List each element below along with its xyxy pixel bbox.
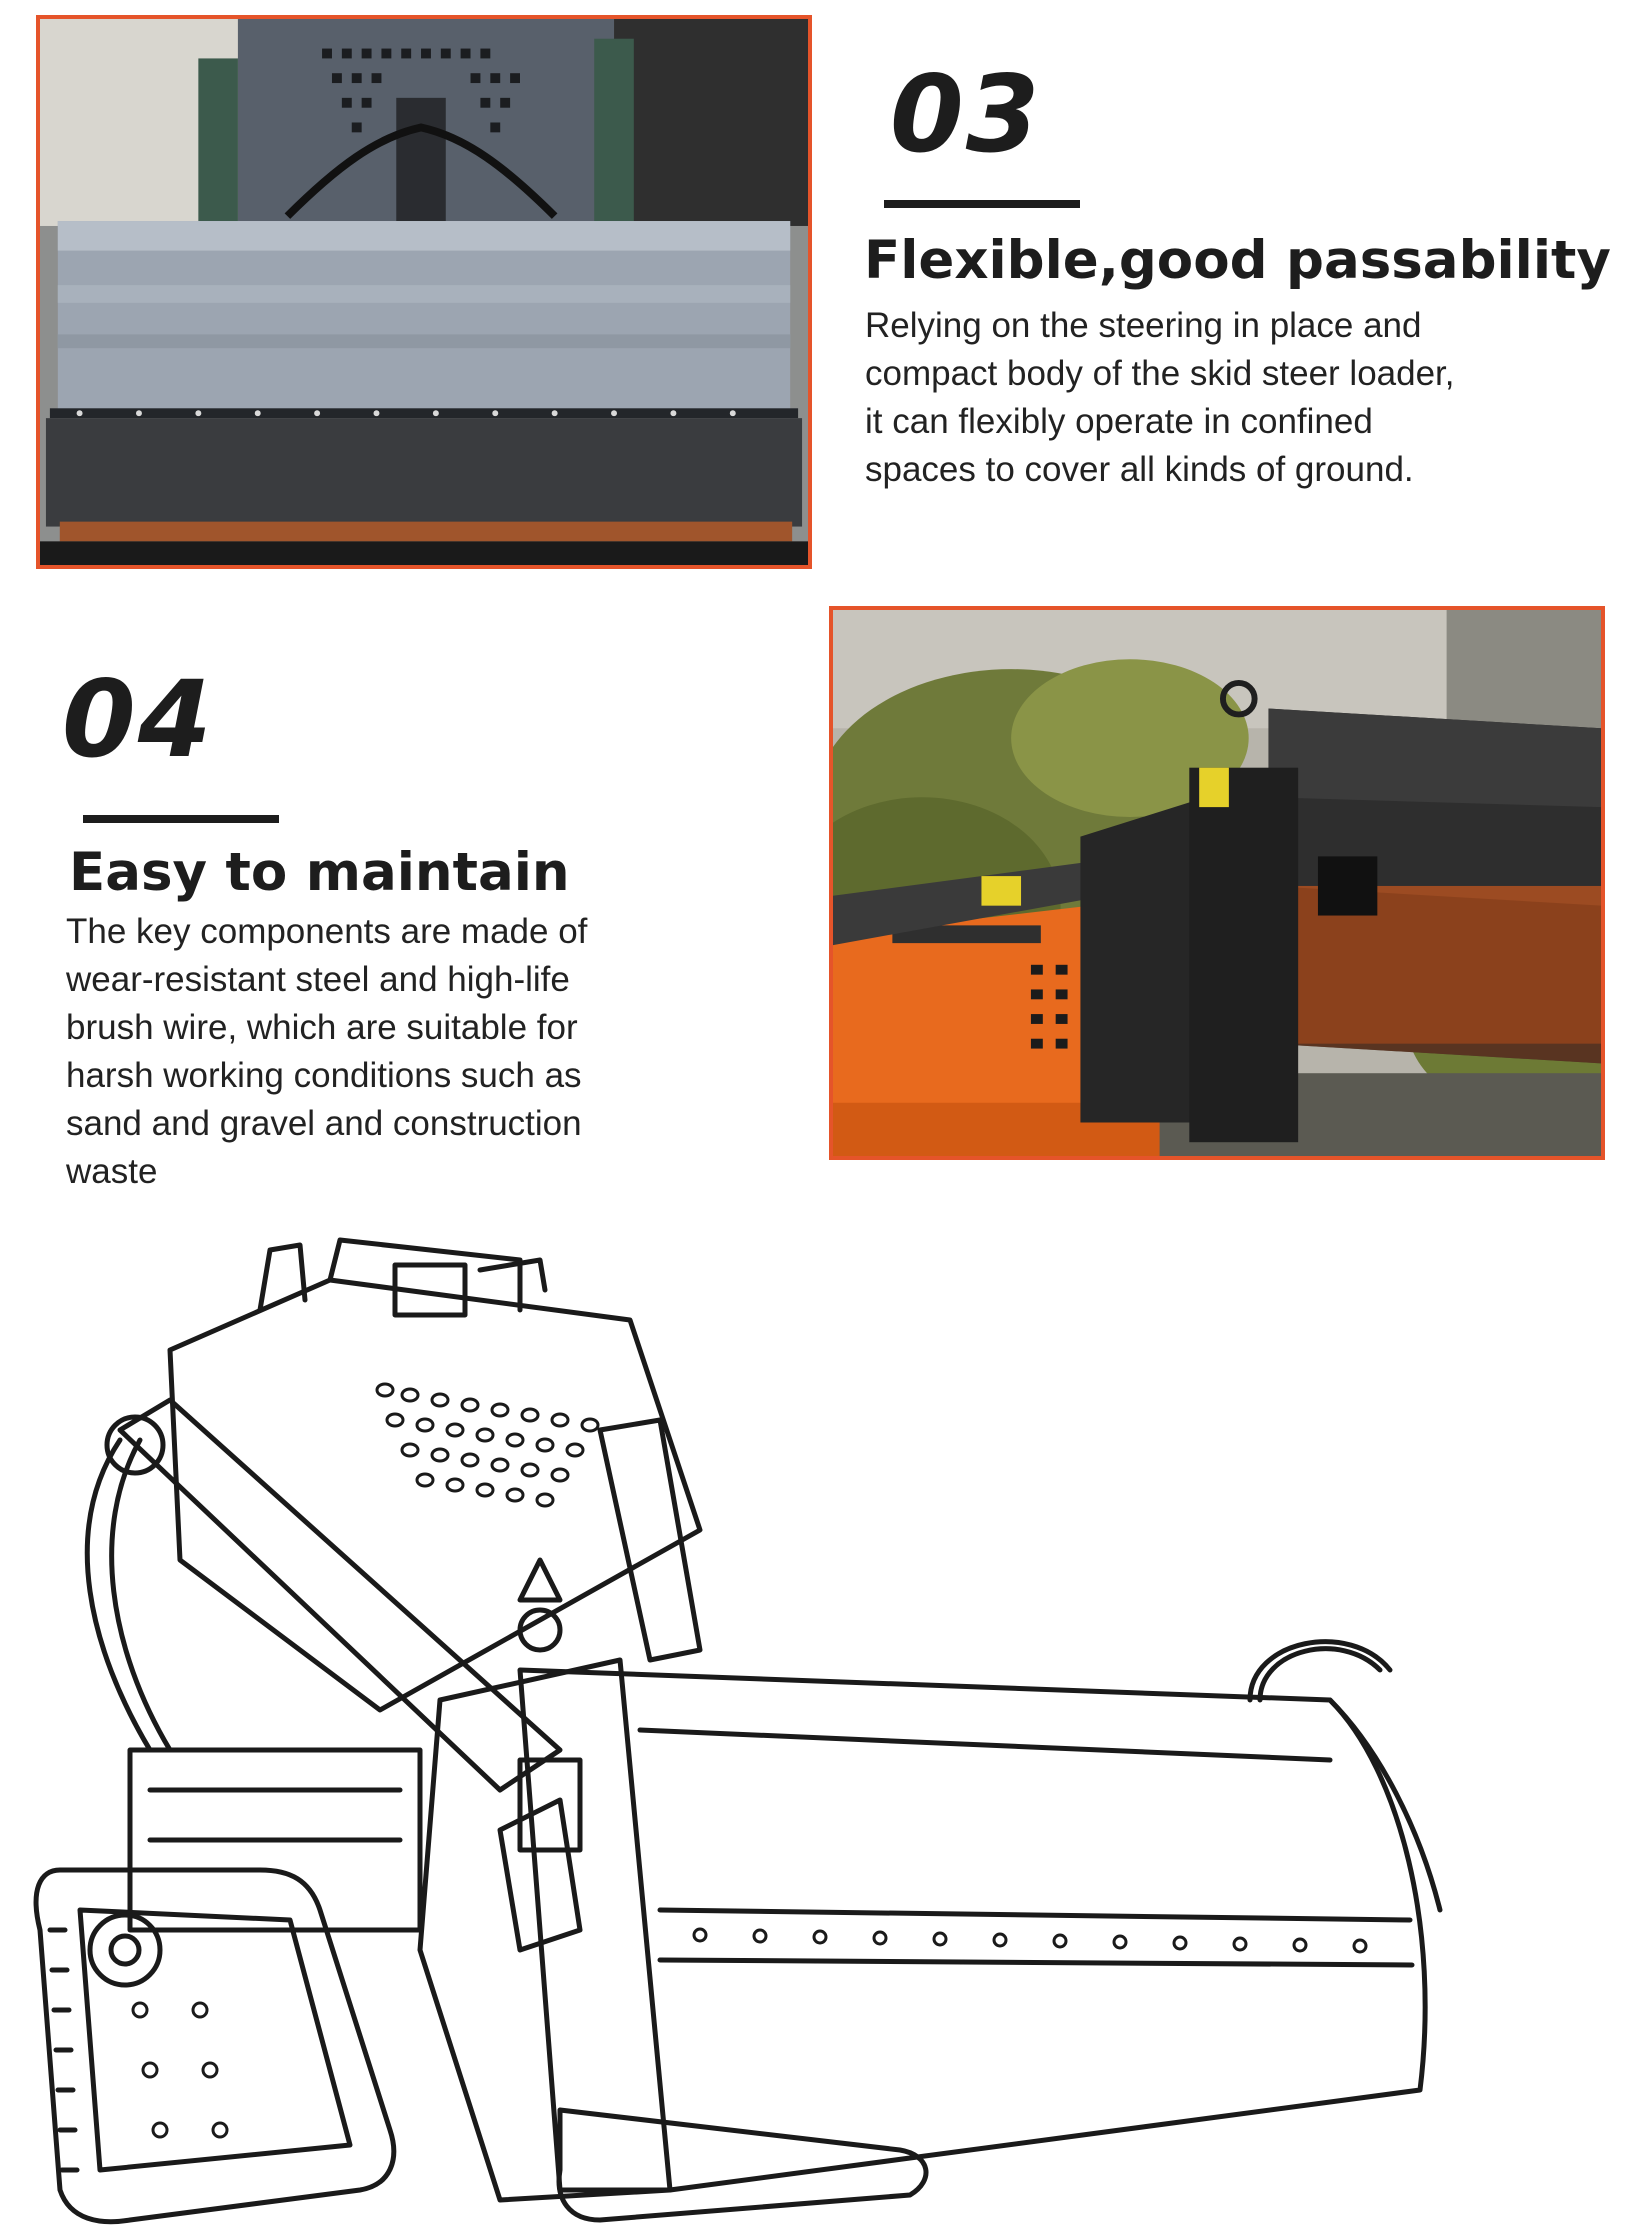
description-line: wear-resistant steel and high-life [66, 960, 570, 999]
sweeper-front-photo [36, 15, 812, 569]
feature-title-04: Easy to maintain [69, 842, 570, 903]
description-line: brush wire, which are suitable for [66, 1008, 578, 1047]
feature-title-03: Flexible,good passability [864, 230, 1611, 291]
heading-divider [884, 200, 1080, 208]
heading-divider [83, 815, 279, 823]
feature-number-04: 04 [62, 658, 214, 781]
description-line: spaces to cover all kinds of ground. [865, 450, 1414, 489]
feature-description-03 [865, 302, 1455, 494]
description-line: The key components are made of [66, 912, 588, 951]
loader-line-illustration [0, 1230, 1641, 2230]
description-line: it can flexibly operate in confined [865, 402, 1373, 441]
feature-description-04 [66, 908, 587, 1196]
description-line: compact body of the skid steer loader, [865, 354, 1455, 393]
description-line: waste [66, 1152, 158, 1191]
description-line: harsh working conditions such as [66, 1056, 582, 1095]
description-line: Relying on the steering in place and [865, 306, 1422, 345]
description-line: sand and gravel and construction [66, 1104, 582, 1143]
feature-number-03: 03 [890, 53, 1042, 176]
sweeper-side-photo [829, 606, 1605, 1160]
